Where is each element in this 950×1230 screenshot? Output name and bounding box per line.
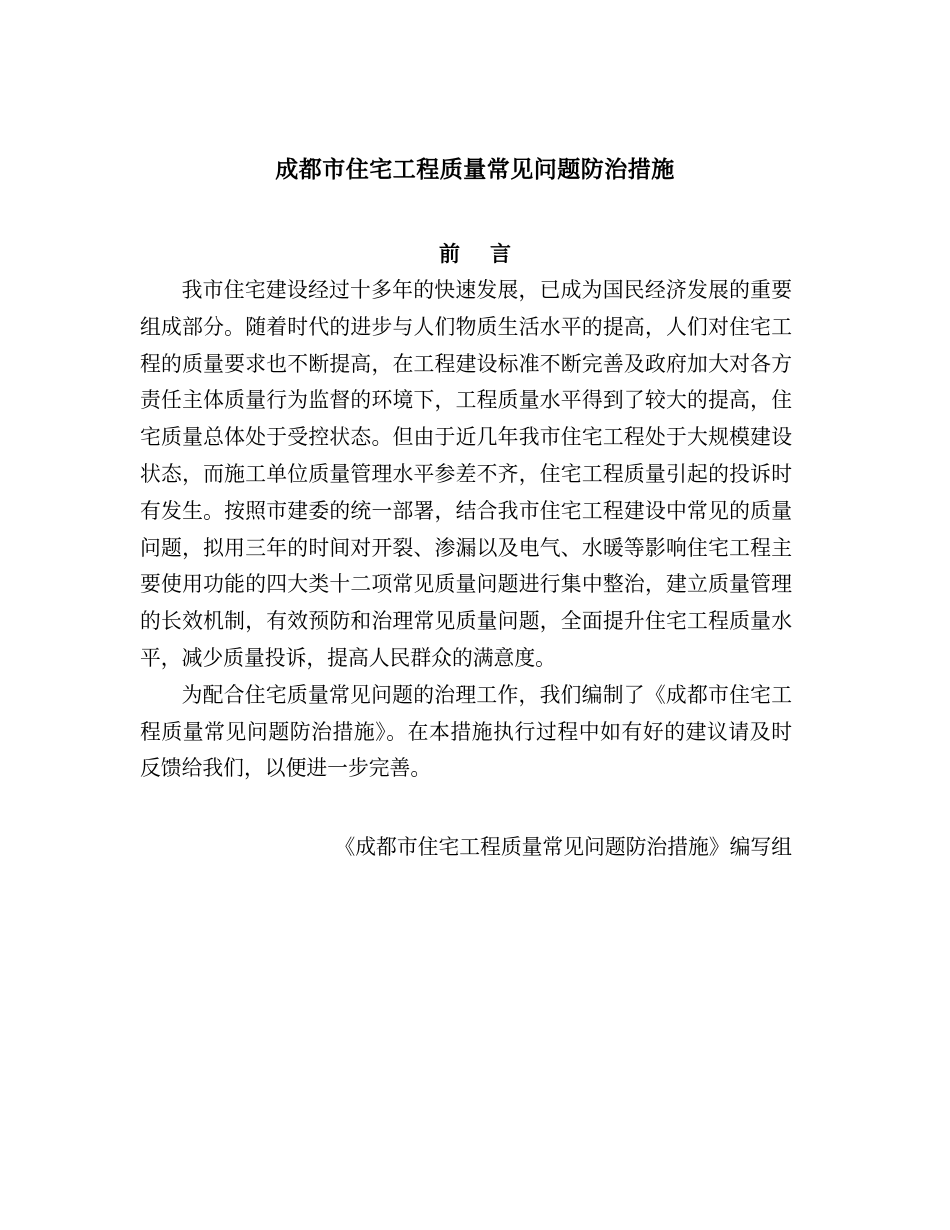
preface-body — [140, 272, 792, 787]
document-title: 成都市住宅工程质量常见问题防治措施 — [275, 156, 675, 183]
preface-heading — [0, 236, 950, 272]
preface-paragraph-1: 我市住宅建设经过十多年的快速发展，已成为国民经济发展的重要组成部分。随着时代的进步与人们物质生活水平的提高，人们对住宅工程的质量要求也不断提高，在工程建设标准不断完善及政府加大对各方责任主体质量行为监督的环境下，工程质量水平得到了较大的提高，住宅质量总体处于受控状态。但由于近几年我市住宅工程处于大规模建设状态，而施工单位质量管理水平参差不齐，住宅工程质量引起的投诉时有发生。按照市建委的统一部署，结合我市住宅工程建设中常见的质量问题，拟用三年的时间对开裂、渗漏以及电气、水暖等影响住宅工程主要使用功能的四大类十二项常见质量问题进行集中整治，建立质量管理的长效机制，有效预防和治理常见质量问题，全面提升住宅工程质量水平，减少质量投诉，提高人民群众的满意度。 — [140, 278, 792, 670]
preface-heading-second-char: 言 — [490, 241, 511, 266]
preface-paragraph-2: 为配合住宅质量常见问题的治理工作，我们编制了《成都市住宅工程质量常见问题防治措施》。在本措施执行过程中如有好的建议请及时反馈给我们，以便进一步完善。 — [140, 682, 792, 781]
author-signature: 《成都市住宅工程质量常见问题防治措施》编写组 — [334, 835, 792, 859]
preface-heading-first-char: 前 — [439, 241, 460, 266]
